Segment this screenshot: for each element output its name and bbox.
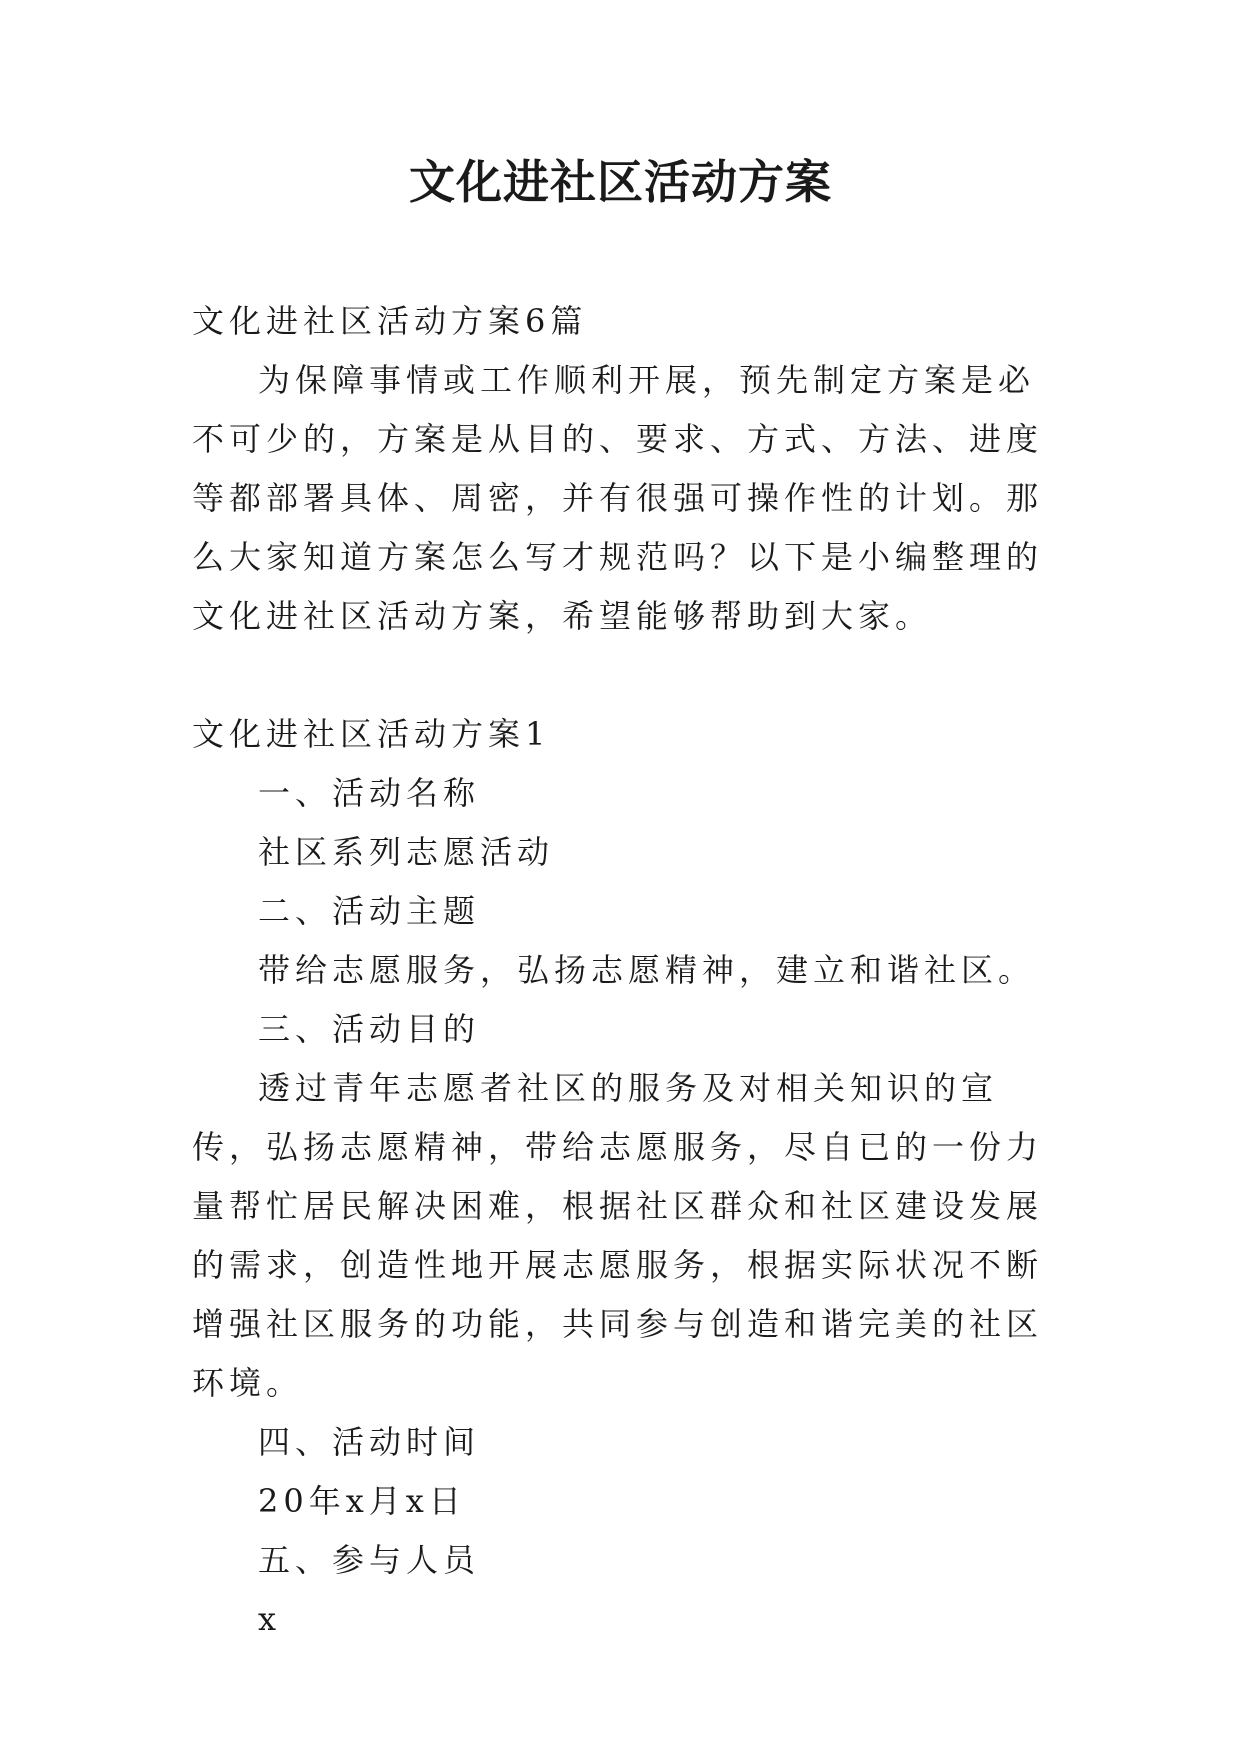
- paragraph-spacer: [192, 646, 1058, 705]
- item-text-participants: x: [258, 1600, 282, 1638]
- document-subtitle: 文化进社区活动方案6篇: [192, 302, 588, 340]
- document-title: 文化进社区活动方案: [409, 155, 832, 209]
- intro-paragraph: 为保障事情或工作顺利开展，预先制定方案是必不可少的，方案是从目的、要求、方式、方法、进度等都部署具体、周密，并有很强可操作性的计划。那么大家知道方案怎么写才规范吗？以下是小编整理的文化进社区活动方案，希望能够帮助到大家。: [192, 361, 1044, 635]
- document-body: [192, 292, 1058, 1649]
- item-heading-participants: 五、参与人员: [258, 1541, 481, 1579]
- item-text-time: 20年x月x日: [258, 1482, 466, 1520]
- item-text-theme: 带给志愿服务，弘扬志愿精神，建立和谐社区。: [258, 951, 1036, 989]
- item-heading-purpose: 三、活动目的: [258, 1010, 481, 1048]
- item-heading-theme: 二、活动主题: [258, 892, 481, 930]
- item-text-name: 社区系列志愿活动: [258, 833, 555, 871]
- item-heading-time: 四、活动时间: [258, 1423, 481, 1461]
- section-heading: 文化进社区活动方案1: [192, 715, 551, 753]
- item-heading-name: 一、活动名称: [258, 774, 481, 812]
- item-text-purpose: 透过青年志愿者社区的服务及对相关知识的宣传，弘扬志愿精神，带给志愿服务，尽自已的一份力量帮忙居民解决困难，根据社区群众和社区建设发展的需求，创造性地开展志愿服务，根据实际状况不断增强社区服务的功能，共同参与创造和谐完美的社区环境。: [192, 1069, 1044, 1402]
